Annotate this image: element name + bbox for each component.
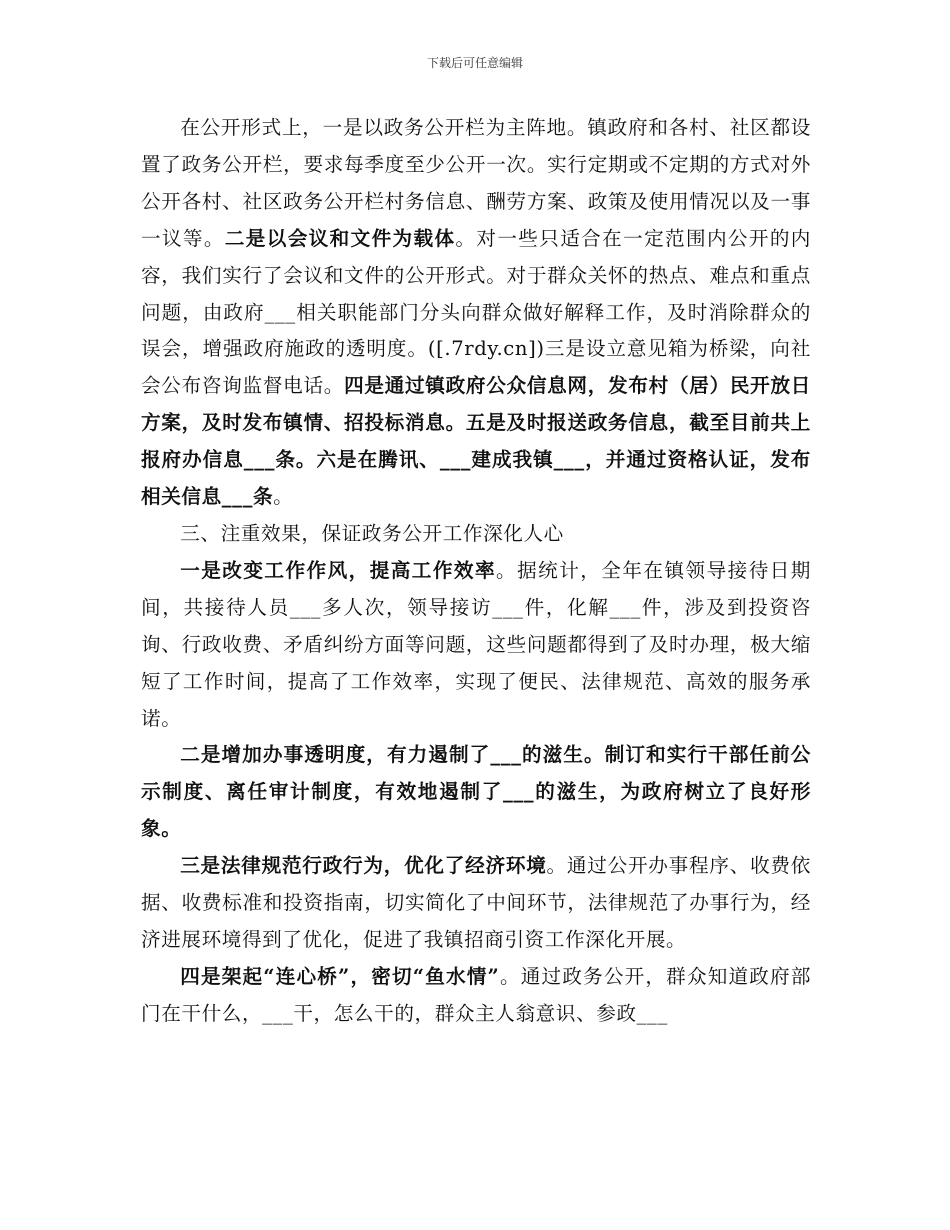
page-header: 下载后可任意编辑 — [426, 56, 523, 70]
document-body — [141, 110, 811, 1033]
bold-span: 四是通过镇政府公众信息网，发布村（居）民开放日方案，及时发布镇情、招投标消息。五是及时报送政务信息，截至目前共上报府办信息___条。六是在腾讯、___建成我镇___，并通过资格认证，发布相关信息___条 — [141, 374, 811, 509]
text-span: 。据统计，全年在镇领导接待日期间，共接待人员___多人次，领导接访___件，化解___件，涉及到投资咨询、行政收费、矛盾纠纷方面等问题，这些问题都得到了及时办理，极大缩短了工作时间，提高了工作效率，实现了便民、法律规范、高效的服务承诺。 — [141, 558, 812, 730]
text-span: 。 — [273, 485, 294, 509]
text-span: 在公开形式上，一是以政务公开栏为主阵地。镇政府和各村、社区都设置了政务公开栏，要求每季度至少公开一次。实行定期或不定期的方式对外公开各村、社区政务公开栏村务信息、酬劳方案、政策及使用情况以及一事一议等。 — [141, 116, 811, 250]
paragraph-administration — [141, 848, 811, 959]
bold-span: 二是以会议和文件为载体 — [224, 226, 456, 250]
paragraph-transparency: 二是增加办事透明度，有力遏制了___的滋生。制订和实行干部任前公示制度、离任审计制度，有效地遏制了___的滋生，为政府树立了良好形象。 — [141, 743, 811, 841]
text-span: 。通过公开办事程序、收费依据、收费标准和投资指南，切实简化了中间环节，法律规范了办事行为，经济进展环境得到了优化，促进了我镇招商引资工作深化开展。 — [141, 854, 811, 951]
text-span: 。对一些只适合在一定范围内公开的内容，我们实行了会议和文件的公开形式。对于群众关怀的热点、难点和重点问题，由政府___相关职能部门分头向群众做好解释工作，及时消除群众的误会，增强政府施政的透明度。([.7rdy.cn])三是设立意见箱为桥梁，向社会公布咨询监督电话。 — [141, 226, 811, 398]
text-span: 。通过政务公开，群众知道政府部门在干什么，___干，怎么干的，群众主人翁意识、参政___ — [141, 964, 812, 1025]
paragraph-work-style — [141, 553, 811, 738]
bold-span: 三是法律规范行政行为，优化了经济环境 — [180, 854, 547, 878]
section-heading: 三、注重效果，保证政务公开工作深化人心 — [180, 521, 564, 545]
paragraph-bridge — [141, 959, 811, 1033]
bold-span: 四是架起“连心桥”，密切“鱼水情” — [180, 964, 500, 988]
paragraph-public-forms — [141, 110, 811, 516]
bold-span: 一是改变工作作风，提高工作效率 — [180, 558, 497, 582]
